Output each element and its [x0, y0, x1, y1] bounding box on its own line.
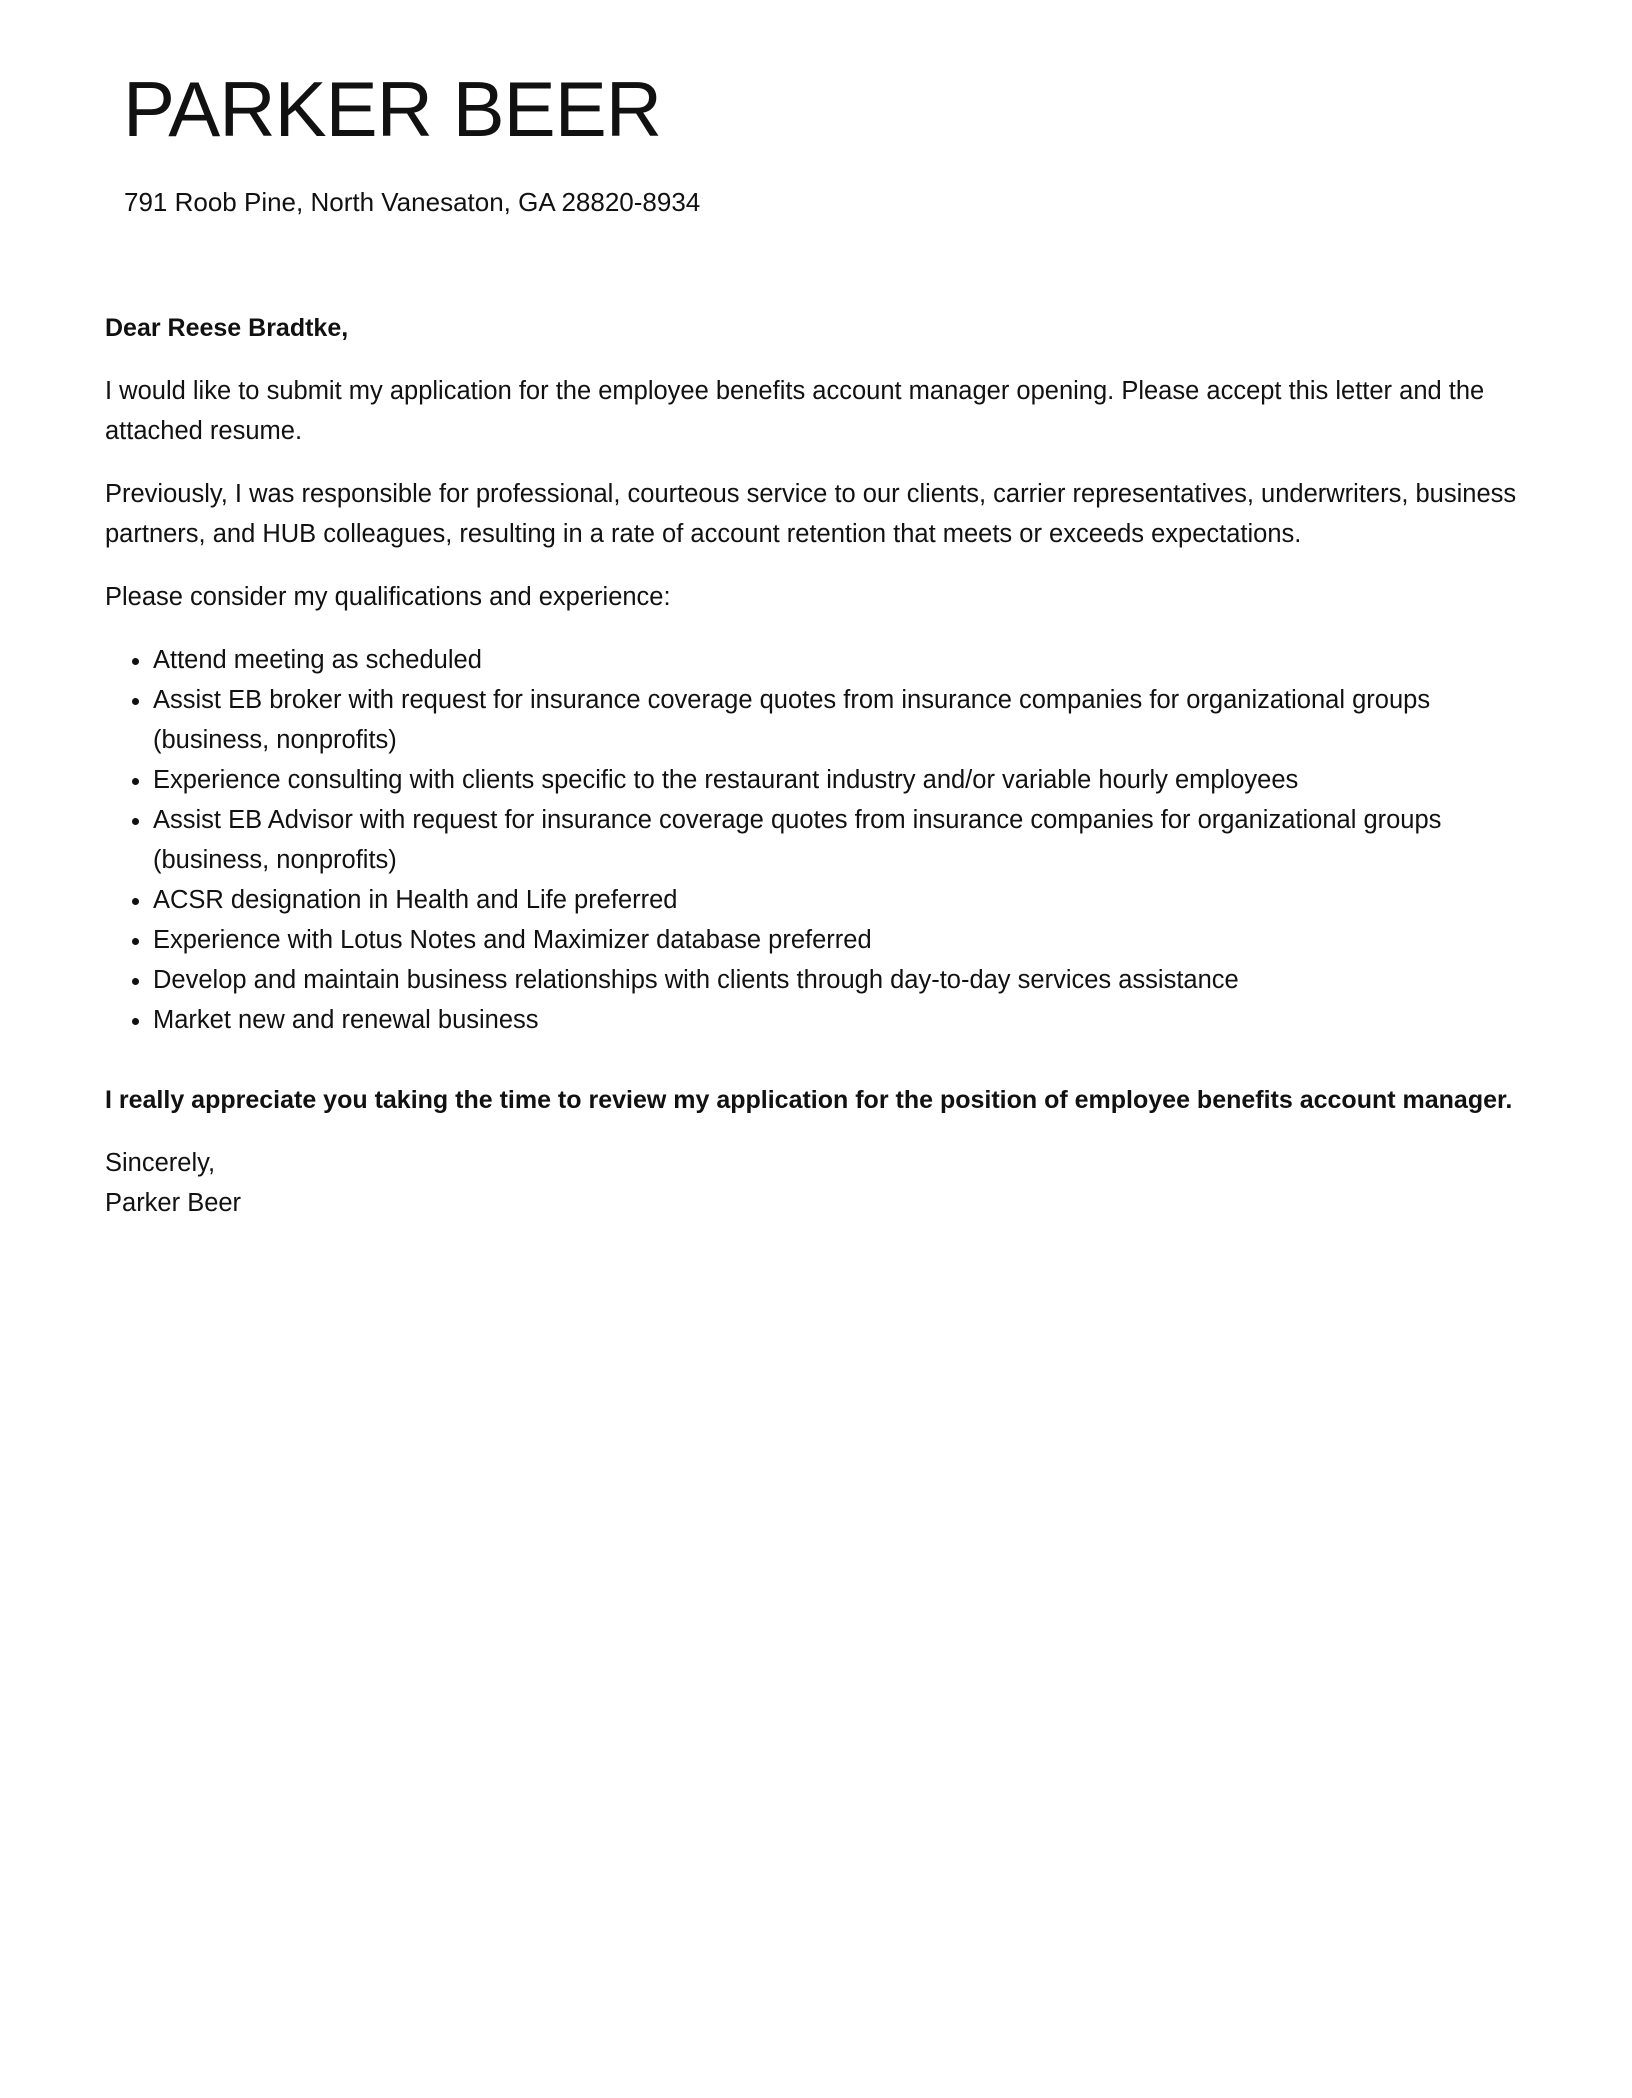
list-item: • Market new and renewal business [153, 1000, 1530, 1040]
signoff: Sincerely, [105, 1149, 216, 1177]
letter-body [105, 308, 1530, 1223]
closing-line: I really appreciate you taking the time to review my application for the position of employee benefits account manager. [105, 1086, 1513, 1114]
signature: Parker Beer [105, 1189, 242, 1217]
qualifications-list [105, 640, 1530, 1040]
applicant-address: 791 Roob Pine, North Vanesaton, GA 28820-8934 [124, 187, 701, 217]
salutation: Dear Reese Bradtke, [105, 314, 349, 342]
paragraph-qualifications-intro: Please consider my qualifications and experience: [105, 583, 671, 611]
list-item: • ACSR designation in Health and Life preferred [153, 880, 1530, 920]
paragraph-experience: Previously, I was responsible for professional, courteous service to our clients, carrier representatives, underwriters, business partners, and HUB colleagues, resulting in a rate of account retention that meets or exceeds expectations. [105, 480, 1517, 548]
list-item: • Develop and maintain business relationships with clients through day-to-day services assistance [153, 960, 1530, 1000]
list-item: • Assist EB Advisor with request for insurance coverage quotes from insurance companies for organizational groups (business, nonprofits) [153, 800, 1530, 880]
applicant-name: PARKER BEER [123, 65, 662, 153]
list-item: • Assist EB broker with request for insurance coverage quotes from insurance companies for organizational groups (business, nonprofits) [153, 680, 1530, 760]
list-item: • Experience consulting with clients specific to the restaurant industry and/or variable hourly employees [153, 760, 1530, 800]
list-item: • Attend meeting as scheduled [153, 640, 1530, 680]
list-item: • Experience with Lotus Notes and Maximizer database preferred [153, 920, 1530, 960]
paragraph-intro: I would like to submit my application for the employee benefits account manager opening. Please accept this letter and the attached resume. [105, 377, 1485, 445]
